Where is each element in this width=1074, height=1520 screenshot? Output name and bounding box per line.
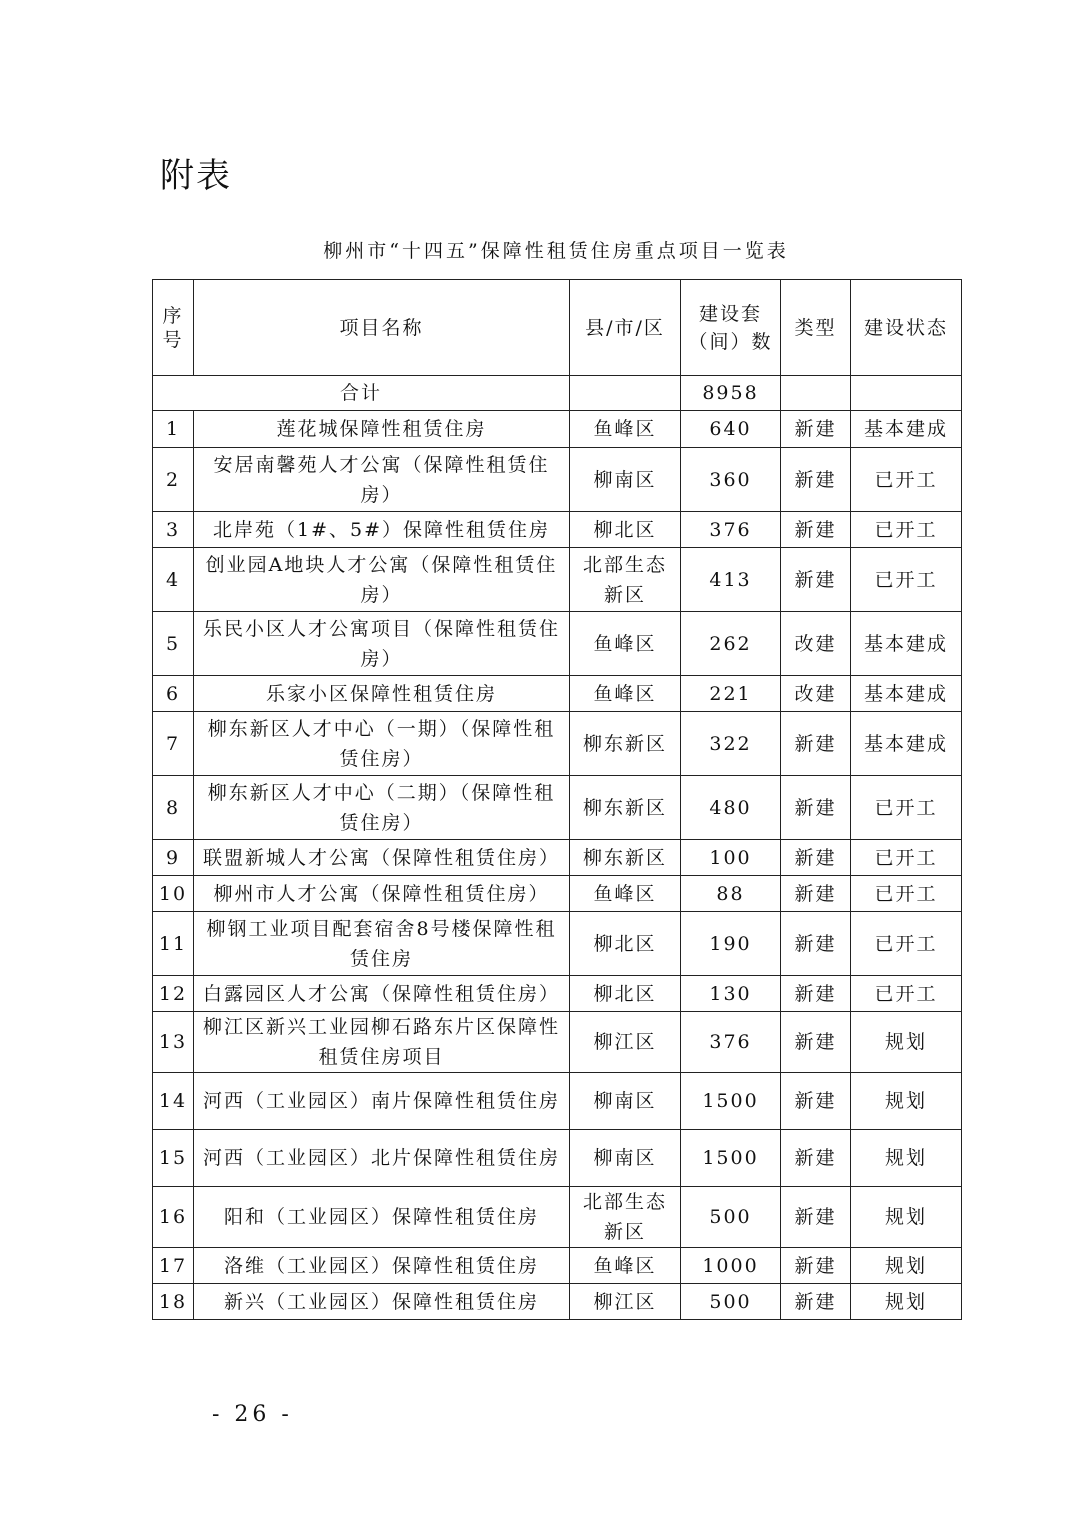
district: 柳南区 — [570, 1130, 681, 1187]
build-status: 已开工 — [851, 776, 962, 840]
unit-count: 262 — [681, 612, 781, 676]
build-type: 新建 — [781, 840, 851, 876]
build-status: 规划 — [851, 1187, 962, 1248]
row-number: 11 — [153, 912, 194, 976]
build-type: 新建 — [781, 1130, 851, 1187]
project-name: 河西（工业园区）北片保障性租赁住房 — [194, 1130, 570, 1187]
build-status: 基本建成 — [851, 676, 962, 712]
unit-count: 322 — [681, 712, 781, 776]
build-type: 新建 — [781, 712, 851, 776]
unit-count: 1000 — [681, 1248, 781, 1284]
table-row — [153, 676, 962, 712]
header-type: 类型 — [781, 280, 851, 376]
table-row — [153, 1284, 962, 1320]
header-name: 项目名称 — [194, 280, 570, 376]
build-type: 新建 — [781, 548, 851, 612]
row-number: 17 — [153, 1248, 194, 1284]
total-label: 合计 — [153, 376, 570, 411]
table-row — [153, 1073, 962, 1130]
total-status — [851, 376, 962, 411]
unit-count: 100 — [681, 840, 781, 876]
district: 鱼峰区 — [570, 1248, 681, 1284]
unit-count: 500 — [681, 1187, 781, 1248]
row-number: 8 — [153, 776, 194, 840]
row-number: 7 — [153, 712, 194, 776]
project-name: 莲花城保障性租赁住房 — [194, 411, 570, 448]
project-name: 北岸苑（1#、5#）保障性租赁住房 — [194, 512, 570, 548]
appendix-heading: 附表 — [160, 156, 232, 196]
unit-count: 190 — [681, 912, 781, 976]
build-type: 改建 — [781, 676, 851, 712]
project-name: 柳钢工业项目配套宿舍8号楼保障性租赁住房 — [194, 912, 570, 976]
build-status: 规划 — [851, 1012, 962, 1073]
header-status: 建设状态 — [851, 280, 962, 376]
district: 鱼峰区 — [570, 411, 681, 448]
build-status: 已开工 — [851, 840, 962, 876]
row-number: 10 — [153, 876, 194, 912]
project-name: 洛维（工业园区）保障性租赁住房 — [194, 1248, 570, 1284]
row-number: 9 — [153, 840, 194, 876]
build-status: 基本建成 — [851, 712, 962, 776]
row-number: 5 — [153, 612, 194, 676]
build-type: 新建 — [781, 1187, 851, 1248]
project-name: 柳州市人才公寓（保障性租赁住房） — [194, 876, 570, 912]
table-row — [153, 1130, 962, 1187]
district: 柳江区 — [570, 1012, 681, 1073]
district: 柳东新区 — [570, 776, 681, 840]
build-status: 基本建成 — [851, 612, 962, 676]
project-name: 柳江区新兴工业园柳石路东片区保障性租赁住房项目 — [194, 1012, 570, 1073]
project-name: 乐家小区保障性租赁住房 — [194, 676, 570, 712]
district: 柳东新区 — [570, 712, 681, 776]
table-row — [153, 840, 962, 876]
row-number: 1 — [153, 411, 194, 448]
district: 柳东新区 — [570, 840, 681, 876]
unit-count: 130 — [681, 976, 781, 1012]
total-units: 8958 — [681, 376, 781, 411]
district: 柳北区 — [570, 512, 681, 548]
table-row — [153, 912, 962, 976]
build-type: 新建 — [781, 976, 851, 1012]
build-status: 已开工 — [851, 912, 962, 976]
row-number: 4 — [153, 548, 194, 612]
build-status: 规划 — [851, 1130, 962, 1187]
table-title: 柳州市“十四五”保障性租赁住房重点项目一览表 — [323, 240, 789, 262]
project-name: 乐民小区人才公寓项目（保障性租赁住房） — [194, 612, 570, 676]
build-type: 新建 — [781, 776, 851, 840]
header-district: 县/市/区 — [570, 280, 681, 376]
table-row — [153, 1248, 962, 1284]
table-row — [153, 548, 962, 612]
unit-count: 480 — [681, 776, 781, 840]
project-name: 柳东新区人才中心（一期）（保障性租赁住房） — [194, 712, 570, 776]
table-row — [153, 1187, 962, 1248]
total-district — [570, 376, 681, 411]
header-seq: 序号 — [153, 280, 194, 376]
build-type: 新建 — [781, 1284, 851, 1320]
row-number: 6 — [153, 676, 194, 712]
table-row — [153, 512, 962, 548]
build-type: 新建 — [781, 1248, 851, 1284]
build-status: 已开工 — [851, 876, 962, 912]
build-status: 已开工 — [851, 448, 962, 512]
project-name: 创业园A地块人才公寓（保障性租赁住房） — [194, 548, 570, 612]
district: 鱼峰区 — [570, 876, 681, 912]
page-number: - 26 - — [212, 1402, 293, 1427]
build-type: 改建 — [781, 612, 851, 676]
row-number: 18 — [153, 1284, 194, 1320]
row-number: 14 — [153, 1073, 194, 1130]
unit-count: 640 — [681, 411, 781, 448]
total-row — [153, 376, 962, 411]
build-type: 新建 — [781, 512, 851, 548]
project-name: 白露园区人才公寓（保障性租赁住房） — [194, 976, 570, 1012]
table-row — [153, 712, 962, 776]
row-number: 13 — [153, 1012, 194, 1073]
row-number: 15 — [153, 1130, 194, 1187]
build-status: 规划 — [851, 1073, 962, 1130]
district: 柳江区 — [570, 1284, 681, 1320]
table-row — [153, 1012, 962, 1073]
build-status: 规划 — [851, 1248, 962, 1284]
project-name: 安居南馨苑人才公寓（保障性租赁住房） — [194, 448, 570, 512]
district: 柳北区 — [570, 912, 681, 976]
unit-count: 376 — [681, 512, 781, 548]
table-row — [153, 411, 962, 448]
total-type — [781, 376, 851, 411]
build-type: 新建 — [781, 876, 851, 912]
project-name: 阳和（工业园区）保障性租赁住房 — [194, 1187, 570, 1248]
district: 鱼峰区 — [570, 676, 681, 712]
table-row — [153, 448, 962, 512]
row-number: 16 — [153, 1187, 194, 1248]
build-type: 新建 — [781, 448, 851, 512]
row-number: 12 — [153, 976, 194, 1012]
unit-count: 500 — [681, 1284, 781, 1320]
table-row — [153, 976, 962, 1012]
build-status: 已开工 — [851, 548, 962, 612]
build-status: 已开工 — [851, 512, 962, 548]
unit-count: 1500 — [681, 1073, 781, 1130]
table-row — [153, 776, 962, 840]
district: 北部生态新区 — [570, 1187, 681, 1248]
unit-count: 1500 — [681, 1130, 781, 1187]
unit-count: 413 — [681, 548, 781, 612]
district: 柳南区 — [570, 1073, 681, 1130]
project-table — [152, 279, 962, 1320]
district: 鱼峰区 — [570, 612, 681, 676]
table-row — [153, 876, 962, 912]
project-name: 联盟新城人才公寓（保障性租赁住房） — [194, 840, 570, 876]
table-row — [153, 612, 962, 676]
unit-count: 360 — [681, 448, 781, 512]
district: 柳北区 — [570, 976, 681, 1012]
unit-count: 88 — [681, 876, 781, 912]
district: 柳南区 — [570, 448, 681, 512]
project-name: 新兴（工业园区）保障性租赁住房 — [194, 1284, 570, 1320]
project-name: 河西（工业园区）南片保障性租赁住房 — [194, 1073, 570, 1130]
build-status: 基本建成 — [851, 411, 962, 448]
unit-count: 221 — [681, 676, 781, 712]
project-name: 柳东新区人才中心（二期）（保障性租赁住房） — [194, 776, 570, 840]
build-status: 已开工 — [851, 976, 962, 1012]
row-number: 2 — [153, 448, 194, 512]
build-type: 新建 — [781, 912, 851, 976]
build-type: 新建 — [781, 1012, 851, 1073]
district: 北部生态新区 — [570, 548, 681, 612]
build-type: 新建 — [781, 411, 851, 448]
build-type: 新建 — [781, 1073, 851, 1130]
row-number: 3 — [153, 512, 194, 548]
build-status: 规划 — [851, 1284, 962, 1320]
header-row — [153, 280, 962, 376]
header-units: 建设套（间）数 — [681, 280, 781, 376]
unit-count: 376 — [681, 1012, 781, 1073]
